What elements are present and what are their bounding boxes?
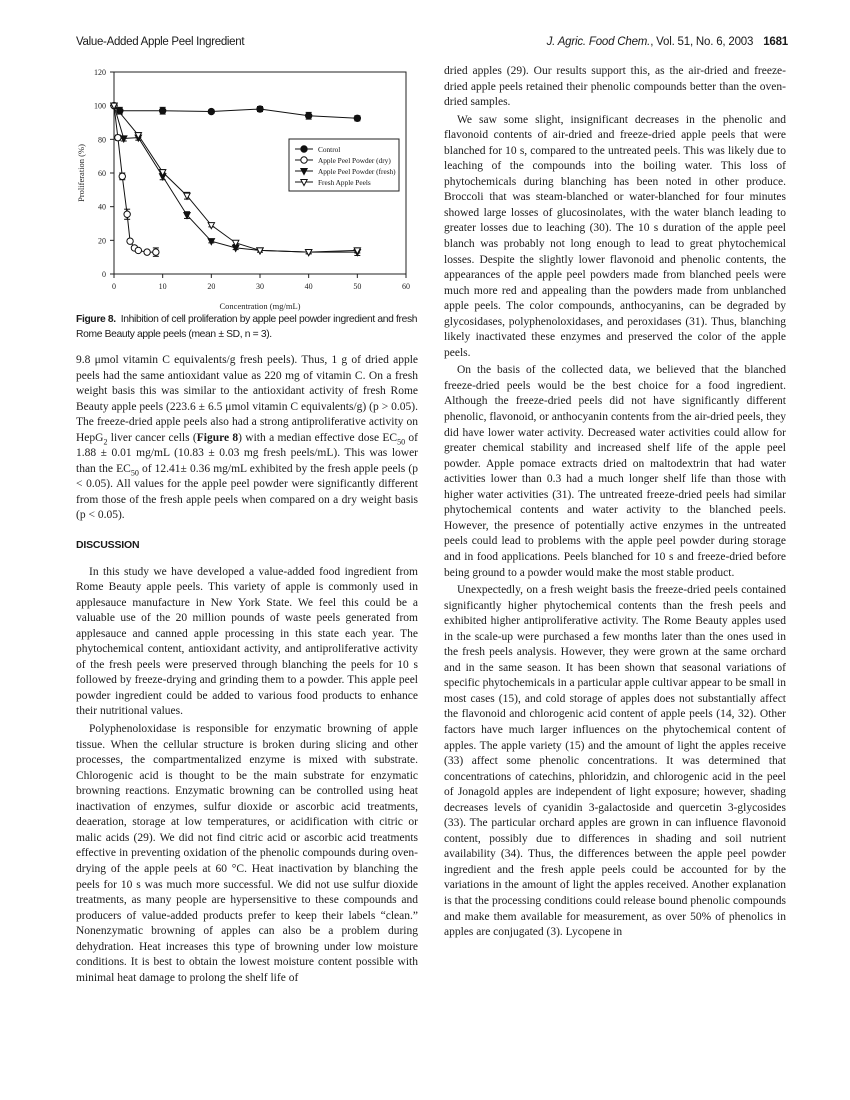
figure-caption — [76, 312, 418, 342]
volume-info: , Vol. 51, No. 6, 2003 — [650, 36, 754, 48]
data-point — [305, 113, 311, 119]
x-tick-label: 10 — [158, 282, 167, 291]
continuation-paragraph: dried apples (29). Our results support this, as the air-dried and freeze-dried apple peels retained their phenolic compounds better than the oven-dried samples. — [444, 65, 786, 109]
journal-citation — [547, 36, 788, 48]
page-number: 1681 — [763, 36, 788, 48]
x-tick-label: 50 — [353, 282, 362, 291]
data-point — [354, 115, 360, 121]
legend-marker — [301, 157, 307, 163]
section-heading-discussion: DISCUSSION — [76, 539, 140, 552]
legend-label: Apple Peel Powder (dry) — [318, 156, 391, 165]
legend-marker — [301, 146, 307, 152]
y-tick-label: 60 — [98, 169, 106, 178]
data-point — [124, 211, 130, 217]
series-line — [114, 106, 357, 119]
subscript: 50 — [130, 468, 139, 478]
discussion-paragraph-2: Polyphenoloxidase is responsible for enzymatic browning of apple tissue. When the cellular structure is broken during slicing and other processes, the compartmentalized enzyme is mixed with substrate. Chlorogenic acid is thought to be the main substrate for enzymatic browning reactions. Enzymatic browning can be controlled using heat inactivation of enzymes, sulfur dioxide or ascorbic acid treatments, deaeration, storage at low temperatures, or acidification with citric or malic acids (29). We did not find citric acid or ascorbic acid treatments effective in preventing oxidation of the phenolic compounds during oven-drying of the apple peels at 60 °C. Heat inactivation by blanching the peels for 10 s was much more successful. We did not use sulfur dioxide treatments, as many people are hypersensitive to these compounds and producers of value-added products prefer to keep their labels “clean.” Nonenzymatic browning of apples can also be a problem during dehydration. Heat increases this type of browning under low moisture conditions. It is best to obtain the lowest moisture content possible with minimal heat damage to prolong the shelf life of — [76, 723, 418, 984]
running-head-title: Value-Added Apple Peel Ingredient — [76, 36, 245, 48]
y-tick-label: 120 — [94, 68, 106, 77]
data-point — [135, 247, 141, 253]
right-column — [444, 64, 786, 941]
series-apple-peel-powder-dry — [111, 102, 159, 256]
left-column — [76, 64, 418, 986]
running-head — [76, 36, 788, 52]
y-tick-label: 20 — [98, 236, 106, 246]
caption-text: Inhibition of cell proliferation by apple peel powder ingredient and fresh Rome Beauty apple peels (mean ± SD, n = 3). — [76, 314, 418, 340]
y-tick-label: 100 — [94, 101, 106, 111]
data-point — [144, 249, 150, 255]
text-run: 9.8 μmol vitamin C equivalents/g fresh peels). Thus, 1 g of dried apple peels had the same antioxidant value as 220 mg of vitamin C. On a fresh weight basis this was similar to the antioxidant activity of fresh Rome Beauty apple peels (223.6 ± 6.5 μmol vitamin C equivalents/g) (p > 0.05). The freeze-dried apple peels also had a strong antiproliferative activity on HepG — [76, 354, 418, 444]
x-tick-label: 20 — [207, 282, 216, 291]
y-tick-label: 0 — [102, 270, 106, 279]
data-point — [119, 173, 125, 179]
data-point — [257, 106, 263, 112]
text-run: of 1.88 ± 0.01 mg/mL (10.83 ± 0.03 mg fresh peels/mL). This was lower than the EC — [76, 431, 418, 475]
legend-label: Control — [318, 145, 341, 154]
unexpectedly-paragraph: Unexpectedly, on a fresh weight basis the freeze-dried peels contained significantly higher phytochemical contents than the fresh peels and exhibited higher antiproliferative activity. The Rome Beauty apples used in the scale-up were purchased a few months later than the ones used in the fresh peels analysis. However, they were grown at the same orchard and in the same season. It has been shown that seasonal variations of specific phytochemicals in a particular apple cultivar appear to be small in most cases (15), and cold storage of apples does not substantially affect the flavonoid and chlorogenic acid content of apple peels (14, 32). Other factors have much larger influences on the phytochemical content of apples. The apple variety (15) and the amount of light the apples receive (33) affect some phenolic concentrations. It was determined that concentrations of catechins, phloridzin, and chlorogenic acid in the peel of Jonagold apples are independent of light exposure; however, shading decreases levels of cyanidin 3-galactoside and quercetin 3-glycosides (33). The particular orchard apples are grown in can influence flavonoid content, possibly due to differences in shading and soil nutrient availability (34). Thus, the differences between the apple peel powder ingredient and the fresh apple peels could be accounted for by the variations in the amount of light the apples received. Another explanation is that the processing conditions could release bound phenolic compounds and make them available for measurement, as over 50% of phenolics in apples are conjugated (3). Lycopene in — [444, 584, 786, 939]
legend-label: Apple Peel Powder (fresh) — [318, 167, 396, 176]
series-control — [111, 102, 361, 121]
journal-name: J. Agric. Food Chem. — [546, 36, 651, 48]
text-run: of 12.41± 0.36 mg/mL exhibited by the fresh apple peels (p < 0.05). All values for the apple peel powder were significantly different from those of the fresh apple peels when compared on a dry weight basis (p < 0.05). — [76, 462, 418, 522]
x-tick-label: 0 — [112, 282, 116, 291]
subscript: 50 — [397, 437, 406, 447]
x-tick-label: 40 — [304, 282, 313, 291]
x-axis-label: Concentration (mg/mL) — [219, 301, 301, 311]
figure-8 — [76, 64, 418, 312]
best-choice-paragraph: On the basis of the collected data, we believed that the blanched freeze-dried peels would be the best choice for a food ingredient. Although the freeze-dried peels did not have significantly different phenolic, flavonoid, or anthocyanin contents from the air-dried peels, they did have lower water activity. Decreased water activities could allow for greater chemical stability and increased shelf life of the apple peel powder. Apple pomace extracts dried on maltodextrin that had water activities lower than 0.3 had a much longer shelf life than those with higher water activities (31). The untreated freeze-dried peels had similar phytochemical contents and water activity to the blanched peels. However, the presence of potentially active enzymes in the untreated peels could lead to problems with the apple peel powder during storage and in food applications. Peels blanched for 10 s and freeze-dried before being ground to a powder would make the most stable product. — [444, 364, 786, 579]
data-point — [115, 134, 121, 140]
data-point — [208, 223, 214, 229]
x-tick-label: 30 — [256, 282, 264, 291]
caption-label: Figure 8. — [76, 314, 116, 325]
proliferation-chart — [64, 64, 424, 312]
data-point — [127, 238, 133, 244]
legend — [289, 139, 399, 191]
figure-reference: Figure 8 — [196, 431, 239, 444]
y-axis-label: Proliferation (%) — [76, 144, 86, 202]
text-run: liver cancer cells ( — [107, 431, 197, 444]
subscript: 2 — [103, 437, 108, 447]
y-tick-label: 40 — [98, 202, 106, 212]
y-tick-label: 80 — [98, 135, 106, 145]
data-point — [153, 249, 159, 255]
legend-label: Fresh Apple Peels — [318, 178, 371, 187]
discussion-paragraph-1: In this study we have developed a value-added food ingredient from Rome Beauty apple peels. This variety of apple is commonly used in applesauce manufacture in New York State. We feel this could be a valuable use of the 20 million pounds of waste peels generated from applesauce and canned apple processing in this state each year. The phytochemical content, antioxidant activity, and antiproliferative activity of the fresh peels were preserved through blanching the peels for 10 s followed by freeze-drying and grinding them to a powder. This apple peel powder ingredient could be added to various food products to enhance their nutritional values. — [76, 565, 418, 718]
results-paragraph — [76, 353, 418, 524]
data-point — [208, 108, 214, 114]
text-run: ) with a median effective dose EC — [238, 431, 398, 444]
blanching-paragraph: We saw some slight, insignificant decreases in the phenolic and flavonoid contents of air-dried and freeze-dried apple peels that were blanched for 10 s, compared to the untreated peels. This was likely due to leaching of the compounds into the boiling water. This loss of phytochemicals during blanching has been noted in other produce. Broccoli that was steam-blanched or water-blanched for four minutes showed large losses of glucosinolates, with the water blanch leading to greater losses due to leaching (30). The 10 s duration of the apple peel blanch was probably not long enough to lead to great phytochemical losses. Despite the slightly lower flavonoid and phenolic contents, the appearances of the apple peel powders made from blanched peels were much more red and appealing than the powders made from unblanched apple peels. The color compounds, anthocyanins, can be degraded by glycosidases, polyphenoloxidases, and peroxidases (31). Thus, blanching likely inactivated these enzymes and preserved the color of the apple peels. — [444, 113, 786, 359]
x-tick-label: 60 — [402, 282, 410, 291]
data-point — [159, 108, 165, 114]
